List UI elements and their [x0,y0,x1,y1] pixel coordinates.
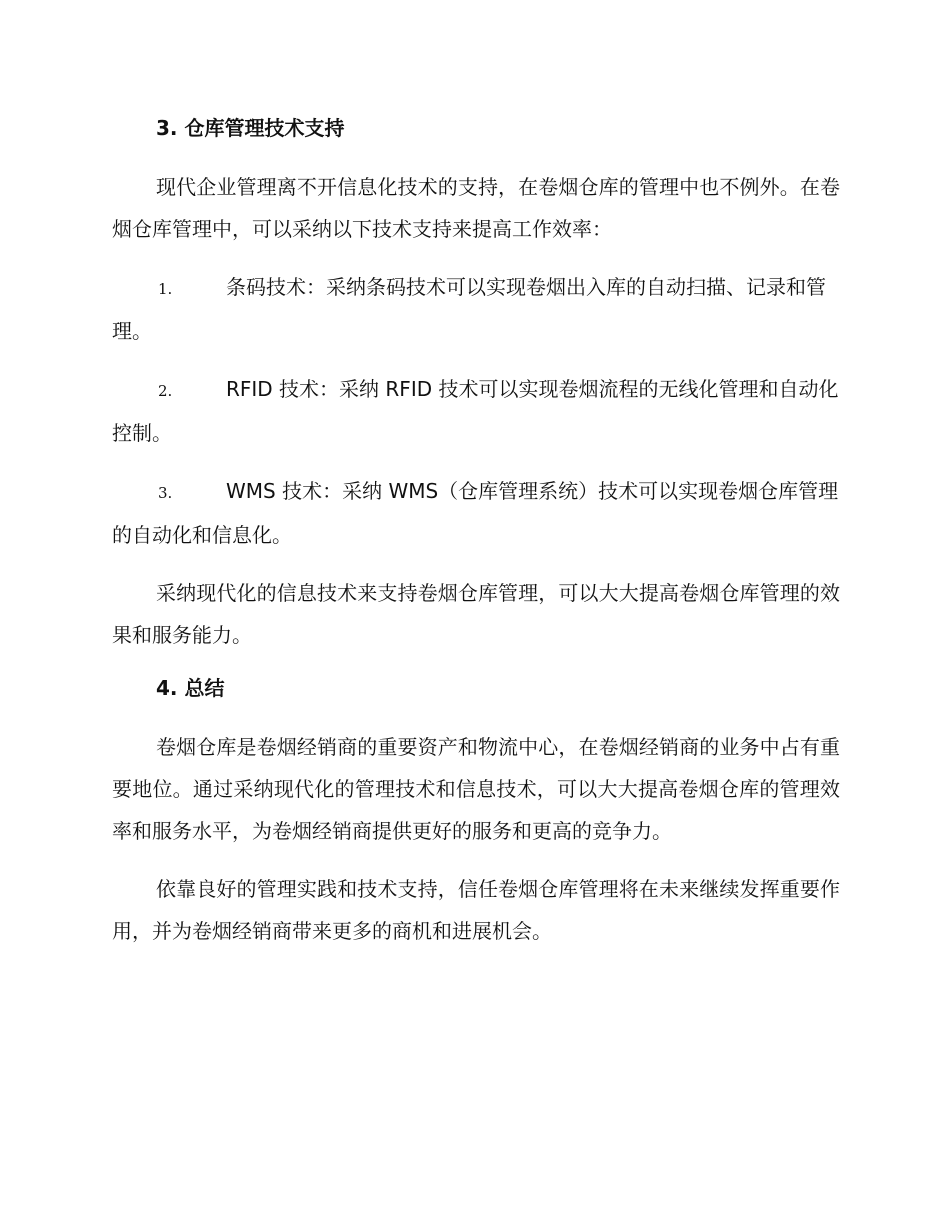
list-number: 3. [158,484,173,502]
list-item-3 [112,470,840,556]
list-item-2 [112,368,840,454]
list-item-text: 条码技术：采纳条码技术可以实现卷烟出入库的自动扫描、记录和管理。 [112,275,826,343]
document-page [112,112,840,968]
list-item-text: RFID 技术：采纳 RFID 技术可以实现卷烟流程的无线化管理和自动化控制。 [112,377,839,445]
list-item-1 [112,266,840,352]
section-3-conclusion: 采纳现代化的信息技术来支持卷烟仓库管理，可以大大提高卷烟仓库管理的效果和服务能力。 [112,581,840,647]
section-4-paragraph-1: 卷烟仓库是卷烟经销商的重要资产和物流中心，在卷烟经销商的业务中占有重要地位。通过采纳现代化的管理技术和信息技术，可以大大提高卷烟仓库的管理效率和服务水平，为卷烟经销商提供更好的服务和更高的竞争力。 [112,735,840,843]
section-4-paragraph-2: 依靠良好的管理实践和技术支持，信任卷烟仓库管理将在未来继续发挥重要作用，并为卷烟经销商带来更多的商机和进展机会。 [112,877,840,943]
list-number: 1. [158,280,173,298]
section-3-intro: 现代企业管理离不开信息化技术的支持，在卷烟仓库的管理中也不例外。在卷烟仓库管理中，可以采纳以下技术支持来提高工作效率： [112,175,840,241]
list-item-text: WMS 技术：采纳 WMS（仓库管理系统）技术可以实现卷烟仓库管理的自动化和信息化。 [112,479,839,547]
section-heading-3: 3. 仓库管理技术支持 [156,116,345,140]
list-number: 2. [158,382,173,400]
section-heading-4: 4. 总结 [156,676,225,700]
